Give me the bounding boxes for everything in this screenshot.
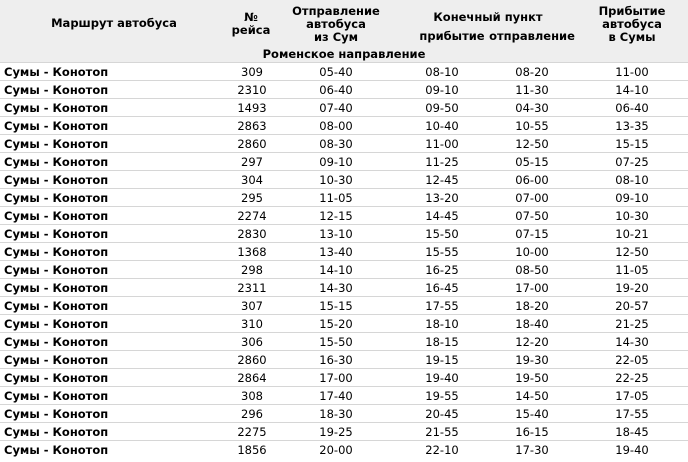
departure-time-cell: 20-00 bbox=[276, 441, 396, 459]
trip-number-cell: 308 bbox=[228, 387, 276, 405]
trip-number-cell: 2830 bbox=[228, 225, 276, 243]
trip-number-cell: 2274 bbox=[228, 207, 276, 225]
trip-number-cell: 2860 bbox=[228, 351, 276, 369]
route-cell: Сумы - Конотоп bbox=[0, 135, 228, 153]
header-route: Маршрут автобуса bbox=[51, 16, 177, 30]
header-trip-number-line2: рейса bbox=[231, 23, 271, 37]
table-row bbox=[0, 225, 688, 243]
arrival-time-cell: 17-05 bbox=[576, 387, 688, 405]
header-arrival-line3: в Сумы bbox=[608, 30, 656, 44]
trip-number-cell: 295 bbox=[228, 189, 276, 207]
route-cell: Сумы - Конотоп bbox=[0, 63, 228, 81]
departure-time-cell: 13-40 bbox=[276, 243, 396, 261]
destination-departure-cell: 17-30 bbox=[488, 441, 576, 459]
header-arrival-line2: автобуса bbox=[602, 17, 662, 31]
table-row bbox=[0, 63, 688, 81]
route-cell: Сумы - Конотоп bbox=[0, 333, 228, 351]
table-row bbox=[0, 153, 688, 171]
arrival-time-cell: 15-15 bbox=[576, 135, 688, 153]
departure-time-cell: 17-00 bbox=[276, 369, 396, 387]
destination-departure-cell: 15-40 bbox=[488, 405, 576, 423]
destination-departure-cell: 08-50 bbox=[488, 261, 576, 279]
route-cell: Сумы - Конотоп bbox=[0, 423, 228, 441]
table-row bbox=[0, 387, 688, 405]
route-cell: Сумы - Конотоп bbox=[0, 189, 228, 207]
destination-departure-cell: 19-30 bbox=[488, 351, 576, 369]
destination-arrival-cell: 09-10 bbox=[396, 81, 488, 99]
destination-arrival-cell: 16-25 bbox=[396, 261, 488, 279]
route-cell: Сумы - Конотоп bbox=[0, 441, 228, 459]
departure-time-cell: 14-10 bbox=[276, 261, 396, 279]
arrival-time-cell: 10-21 bbox=[576, 225, 688, 243]
table-header bbox=[0, 0, 688, 62]
header-departure-line2: автобуса bbox=[306, 17, 366, 31]
route-cell: Сумы - Конотоп bbox=[0, 243, 228, 261]
departure-time-cell: 19-25 bbox=[276, 423, 396, 441]
section-title: Роменское направление bbox=[262, 47, 426, 61]
header-trip-number bbox=[228, 11, 274, 37]
table-row bbox=[0, 81, 688, 99]
departure-time-cell: 12-15 bbox=[276, 207, 396, 225]
trip-number-cell: 1493 bbox=[228, 99, 276, 117]
header-trip-number-line1: № bbox=[244, 10, 258, 24]
header-destination-arrival: прибытие bbox=[419, 29, 485, 43]
table-row bbox=[0, 135, 688, 153]
arrival-time-cell: 07-25 bbox=[576, 153, 688, 171]
destination-arrival-cell: 18-10 bbox=[396, 315, 488, 333]
destination-arrival-cell: 11-25 bbox=[396, 153, 488, 171]
route-cell: Сумы - Конотоп bbox=[0, 81, 228, 99]
trip-number-cell: 2863 bbox=[228, 117, 276, 135]
table-row bbox=[0, 315, 688, 333]
route-cell: Сумы - Конотоп bbox=[0, 279, 228, 297]
departure-time-cell: 05-40 bbox=[276, 63, 396, 81]
departure-time-cell: 08-30 bbox=[276, 135, 396, 153]
arrival-time-cell: 19-40 bbox=[576, 441, 688, 459]
table-row bbox=[0, 243, 688, 261]
trip-number-cell: 2864 bbox=[228, 369, 276, 387]
departure-time-cell: 15-20 bbox=[276, 315, 396, 333]
route-cell: Сумы - Конотоп bbox=[0, 405, 228, 423]
destination-departure-cell: 07-00 bbox=[488, 189, 576, 207]
trip-number-cell: 309 bbox=[228, 63, 276, 81]
destination-departure-cell: 14-50 bbox=[488, 387, 576, 405]
destination-arrival-cell: 18-15 bbox=[396, 333, 488, 351]
arrival-time-cell: 11-05 bbox=[576, 261, 688, 279]
trip-number-cell: 2310 bbox=[228, 81, 276, 99]
destination-arrival-cell: 08-10 bbox=[396, 63, 488, 81]
destination-arrival-cell: 21-55 bbox=[396, 423, 488, 441]
departure-time-cell: 08-00 bbox=[276, 117, 396, 135]
departure-time-cell: 15-50 bbox=[276, 333, 396, 351]
arrival-time-cell: 08-10 bbox=[576, 171, 688, 189]
header-destination-departure: отправление bbox=[489, 29, 575, 43]
destination-departure-cell: 18-40 bbox=[488, 315, 576, 333]
route-cell: Сумы - Конотоп bbox=[0, 261, 228, 279]
departure-time-cell: 17-40 bbox=[276, 387, 396, 405]
header-arrival-line1: Прибытие bbox=[598, 4, 666, 18]
arrival-time-cell: 13-35 bbox=[576, 117, 688, 135]
trip-number-cell: 297 bbox=[228, 153, 276, 171]
route-cell: Сумы - Конотоп bbox=[0, 153, 228, 171]
route-cell: Сумы - Конотоп bbox=[0, 99, 228, 117]
departure-time-cell: 10-30 bbox=[276, 171, 396, 189]
destination-arrival-cell: 20-45 bbox=[396, 405, 488, 423]
route-cell: Сумы - Конотоп bbox=[0, 387, 228, 405]
destination-departure-cell: 12-20 bbox=[488, 333, 576, 351]
destination-departure-cell: 16-15 bbox=[488, 423, 576, 441]
destination-arrival-cell: 15-50 bbox=[396, 225, 488, 243]
departure-time-cell: 11-05 bbox=[276, 189, 396, 207]
destination-departure-cell: 11-30 bbox=[488, 81, 576, 99]
table-row bbox=[0, 171, 688, 189]
departure-time-cell: 13-10 bbox=[276, 225, 396, 243]
destination-arrival-cell: 17-55 bbox=[396, 297, 488, 315]
departure-time-cell: 09-10 bbox=[276, 153, 396, 171]
route-cell: Сумы - Конотоп bbox=[0, 225, 228, 243]
table-row bbox=[0, 441, 688, 459]
header-destination: Конечный пункт bbox=[433, 10, 543, 24]
arrival-time-cell: 09-10 bbox=[576, 189, 688, 207]
header-departure-line3: из Сум bbox=[313, 30, 359, 44]
table-row bbox=[0, 189, 688, 207]
arrival-time-cell: 18-45 bbox=[576, 423, 688, 441]
trip-number-cell: 2311 bbox=[228, 279, 276, 297]
trip-number-cell: 310 bbox=[228, 315, 276, 333]
arrival-time-cell: 17-55 bbox=[576, 405, 688, 423]
arrival-time-cell: 19-20 bbox=[576, 279, 688, 297]
route-cell: Сумы - Конотоп bbox=[0, 297, 228, 315]
destination-arrival-cell: 09-50 bbox=[396, 99, 488, 117]
timetable-body bbox=[0, 63, 688, 459]
trip-number-cell: 298 bbox=[228, 261, 276, 279]
trip-number-cell: 2860 bbox=[228, 135, 276, 153]
destination-departure-cell: 19-50 bbox=[488, 369, 576, 387]
departure-time-cell: 18-30 bbox=[276, 405, 396, 423]
departure-time-cell: 16-30 bbox=[276, 351, 396, 369]
destination-arrival-cell: 15-55 bbox=[396, 243, 488, 261]
destination-arrival-cell: 14-45 bbox=[396, 207, 488, 225]
route-cell: Сумы - Конотоп bbox=[0, 117, 228, 135]
destination-departure-cell: 10-00 bbox=[488, 243, 576, 261]
destination-departure-cell: 12-50 bbox=[488, 135, 576, 153]
trip-number-cell: 304 bbox=[228, 171, 276, 189]
table-row bbox=[0, 279, 688, 297]
trip-number-cell: 307 bbox=[228, 297, 276, 315]
table-row bbox=[0, 261, 688, 279]
table-row bbox=[0, 369, 688, 387]
destination-arrival-cell: 19-55 bbox=[396, 387, 488, 405]
departure-time-cell: 15-15 bbox=[276, 297, 396, 315]
destination-arrival-cell: 22-10 bbox=[396, 441, 488, 459]
arrival-time-cell: 22-25 bbox=[576, 369, 688, 387]
arrival-time-cell: 11-00 bbox=[576, 63, 688, 81]
table-row bbox=[0, 297, 688, 315]
destination-departure-cell: 04-30 bbox=[488, 99, 576, 117]
departure-time-cell: 06-40 bbox=[276, 81, 396, 99]
destination-departure-cell: 18-20 bbox=[488, 297, 576, 315]
arrival-time-cell: 22-05 bbox=[576, 351, 688, 369]
route-cell: Сумы - Конотоп bbox=[0, 369, 228, 387]
arrival-time-cell: 12-50 bbox=[576, 243, 688, 261]
destination-arrival-cell: 11-00 bbox=[396, 135, 488, 153]
destination-departure-cell: 17-00 bbox=[488, 279, 576, 297]
arrival-time-cell: 06-40 bbox=[576, 99, 688, 117]
route-cell: Сумы - Конотоп bbox=[0, 171, 228, 189]
destination-departure-cell: 08-20 bbox=[488, 63, 576, 81]
header-departure-line1: Отправление bbox=[292, 4, 380, 18]
destination-departure-cell: 07-50 bbox=[488, 207, 576, 225]
arrival-time-cell: 10-30 bbox=[576, 207, 688, 225]
table-row bbox=[0, 99, 688, 117]
destination-departure-cell: 07-15 bbox=[488, 225, 576, 243]
destination-arrival-cell: 10-40 bbox=[396, 117, 488, 135]
destination-departure-cell: 10-55 bbox=[488, 117, 576, 135]
route-cell: Сумы - Конотоп bbox=[0, 207, 228, 225]
trip-number-cell: 296 bbox=[228, 405, 276, 423]
table-row bbox=[0, 351, 688, 369]
departure-time-cell: 14-30 bbox=[276, 279, 396, 297]
arrival-time-cell: 21-25 bbox=[576, 315, 688, 333]
route-cell: Сумы - Конотоп bbox=[0, 351, 228, 369]
arrival-time-cell: 14-30 bbox=[576, 333, 688, 351]
table-row bbox=[0, 423, 688, 441]
table-row bbox=[0, 117, 688, 135]
trip-number-cell: 1856 bbox=[228, 441, 276, 459]
trip-number-cell: 2275 bbox=[228, 423, 276, 441]
destination-arrival-cell: 12-45 bbox=[396, 171, 488, 189]
header-arrival bbox=[576, 5, 688, 44]
departure-time-cell: 07-40 bbox=[276, 99, 396, 117]
trip-number-cell: 306 bbox=[228, 333, 276, 351]
destination-departure-cell: 06-00 bbox=[488, 171, 576, 189]
destination-arrival-cell: 16-45 bbox=[396, 279, 488, 297]
destination-departure-cell: 05-15 bbox=[488, 153, 576, 171]
destination-arrival-cell: 13-20 bbox=[396, 189, 488, 207]
trip-number-cell: 1368 bbox=[228, 243, 276, 261]
arrival-time-cell: 14-10 bbox=[576, 81, 688, 99]
table-row bbox=[0, 405, 688, 423]
arrival-time-cell: 20-57 bbox=[576, 297, 688, 315]
table-row bbox=[0, 333, 688, 351]
destination-arrival-cell: 19-40 bbox=[396, 369, 488, 387]
destination-arrival-cell: 19-15 bbox=[396, 351, 488, 369]
table-row bbox=[0, 207, 688, 225]
header-departure bbox=[276, 5, 396, 44]
route-cell: Сумы - Конотоп bbox=[0, 315, 228, 333]
timetable bbox=[0, 62, 688, 458]
